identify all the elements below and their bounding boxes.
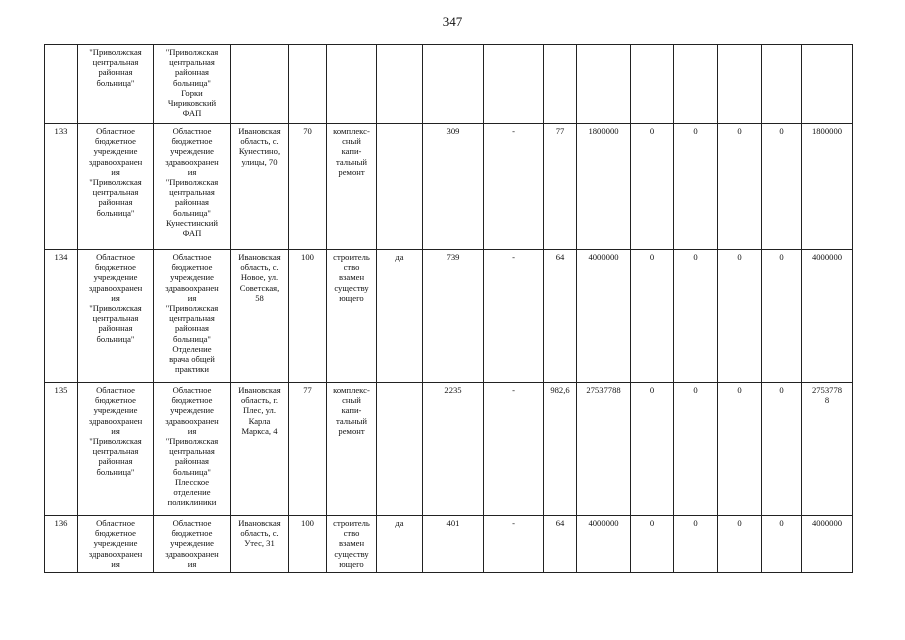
cell-pct: 77 bbox=[289, 383, 327, 516]
table-row bbox=[45, 124, 853, 250]
cell-total: 4000000 bbox=[802, 516, 853, 573]
cell-z4 bbox=[762, 45, 802, 124]
cell-work: комплекс- сный капи- тальный ремонт bbox=[327, 124, 377, 250]
data-table bbox=[44, 44, 853, 573]
cell-object: Областное бюджетное учреждение здравоохранен ия "Приволжская центральная районная больница" Кунестинский ФАП bbox=[154, 124, 231, 250]
cell-object: Областное бюджетное учреждение здравоохранен ия bbox=[154, 516, 231, 573]
cell-cost: 27537788 bbox=[577, 383, 631, 516]
table-row bbox=[45, 250, 853, 383]
cell-work: строитель ство взамен существу ющего bbox=[327, 516, 377, 573]
cell-z1: 0 bbox=[631, 383, 674, 516]
cell-z4: 0 bbox=[762, 250, 802, 383]
cell-total bbox=[802, 45, 853, 124]
cell-dash bbox=[484, 45, 544, 124]
table-row bbox=[45, 45, 853, 124]
table-row bbox=[45, 383, 853, 516]
cell-object: Областное бюджетное учреждение здравоохранен ия "Приволжская центральная районная больница" Плесское отделение поликлиники bbox=[154, 383, 231, 516]
cell-cost: 1800000 bbox=[577, 124, 631, 250]
cell-customer: Областное бюджетное учреждение здравоохранен ия bbox=[78, 516, 154, 573]
cell-work: комплекс- сный капи- тальный ремонт bbox=[327, 383, 377, 516]
cell-customer: Областное бюджетное учреждение здравоохранен ия "Приволжская центральная районная больница" bbox=[78, 250, 154, 383]
cell-z3: 0 bbox=[718, 516, 762, 573]
table-row bbox=[45, 516, 853, 573]
cell-z1: 0 bbox=[631, 124, 674, 250]
cell-total: 4000000 bbox=[802, 250, 853, 383]
cell-val bbox=[544, 45, 577, 124]
cell-customer: "Приволжская центральная районная больница" bbox=[78, 45, 154, 124]
cell-area: 739 bbox=[423, 250, 484, 383]
cell-num: 133 bbox=[45, 124, 78, 250]
cell-flag: да bbox=[377, 516, 423, 573]
cell-dash: - bbox=[484, 250, 544, 383]
cell-dash: - bbox=[484, 516, 544, 573]
cell-z3: 0 bbox=[718, 383, 762, 516]
cell-z3: 0 bbox=[718, 124, 762, 250]
cell-customer: Областное бюджетное учреждение здравоохранен ия "Приволжская центральная районная больница" bbox=[78, 124, 154, 250]
cell-area: 401 bbox=[423, 516, 484, 573]
cell-object: "Приволжская центральная районная больница" Горки Чириковский ФАП bbox=[154, 45, 231, 124]
cell-dash: - bbox=[484, 383, 544, 516]
cell-area bbox=[423, 45, 484, 124]
cell-val: 64 bbox=[544, 516, 577, 573]
cell-z3: 0 bbox=[718, 250, 762, 383]
cell-num bbox=[45, 45, 78, 124]
cell-total: 2753778 8 bbox=[802, 383, 853, 516]
cell-pct bbox=[289, 45, 327, 124]
cell-work: строитель ство взамен существу ющего bbox=[327, 250, 377, 383]
cell-address: Ивановская область, с. Кунестино, улицы, 70 bbox=[231, 124, 289, 250]
cell-dash: - bbox=[484, 124, 544, 250]
cell-area: 309 bbox=[423, 124, 484, 250]
cell-total: 1800000 bbox=[802, 124, 853, 250]
cell-cost: 4000000 bbox=[577, 250, 631, 383]
cell-flag bbox=[377, 124, 423, 250]
cell-work bbox=[327, 45, 377, 124]
cell-address: Ивановская область, г. Плес, ул. Карла Маркса, 4 bbox=[231, 383, 289, 516]
cell-cost bbox=[577, 45, 631, 124]
cell-num: 136 bbox=[45, 516, 78, 573]
cell-pct: 100 bbox=[289, 250, 327, 383]
cell-pct: 100 bbox=[289, 516, 327, 573]
cell-flag bbox=[377, 45, 423, 124]
cell-num: 134 bbox=[45, 250, 78, 383]
cell-area: 2235 bbox=[423, 383, 484, 516]
cell-address: Ивановская область, с. Утес, 31 bbox=[231, 516, 289, 573]
cell-cost: 4000000 bbox=[577, 516, 631, 573]
cell-flag: да bbox=[377, 250, 423, 383]
cell-z4: 0 bbox=[762, 124, 802, 250]
cell-z2: 0 bbox=[674, 124, 718, 250]
cell-z1 bbox=[631, 45, 674, 124]
cell-pct: 70 bbox=[289, 124, 327, 250]
cell-z2 bbox=[674, 45, 718, 124]
cell-z4: 0 bbox=[762, 516, 802, 573]
cell-address bbox=[231, 45, 289, 124]
cell-val: 64 bbox=[544, 250, 577, 383]
cell-z2: 0 bbox=[674, 250, 718, 383]
cell-flag bbox=[377, 383, 423, 516]
cell-customer: Областное бюджетное учреждение здравоохранен ия "Приволжская центральная районная больница" bbox=[78, 383, 154, 516]
cell-z2: 0 bbox=[674, 383, 718, 516]
cell-val: 77 bbox=[544, 124, 577, 250]
cell-address: Ивановская область, с. Новое, ул. Советская, 58 bbox=[231, 250, 289, 383]
cell-z2: 0 bbox=[674, 516, 718, 573]
cell-object: Областное бюджетное учреждение здравоохранен ия "Приволжская центральная районная больница" Отделение врача общей практики bbox=[154, 250, 231, 383]
cell-z1: 0 bbox=[631, 516, 674, 573]
cell-val: 982,6 bbox=[544, 383, 577, 516]
cell-z3 bbox=[718, 45, 762, 124]
cell-z1: 0 bbox=[631, 250, 674, 383]
page-number: 347 bbox=[442, 14, 463, 29]
cell-z4: 0 bbox=[762, 383, 802, 516]
cell-num: 135 bbox=[45, 383, 78, 516]
